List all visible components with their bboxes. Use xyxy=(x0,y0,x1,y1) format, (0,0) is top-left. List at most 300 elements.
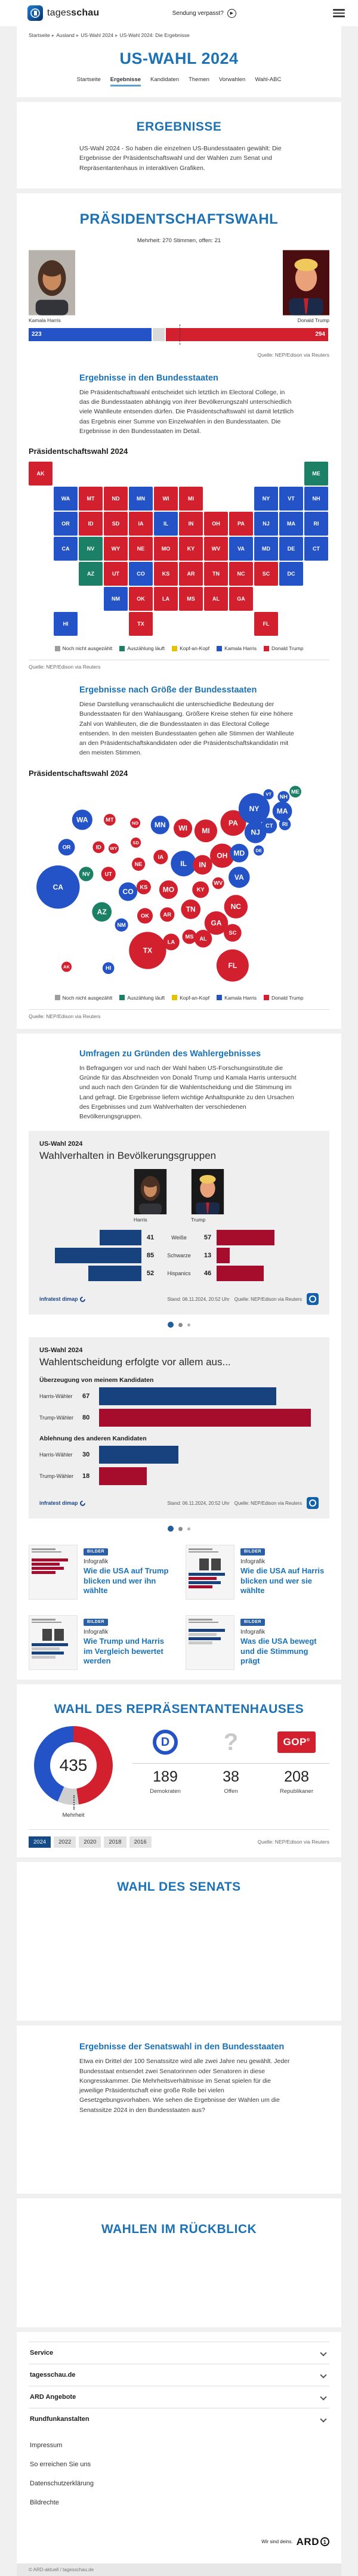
svg-text:VA: VA xyxy=(234,873,244,882)
state-tile-IN[interactable]: IN xyxy=(179,512,203,536)
footer-link[interactable]: Impressum xyxy=(30,2441,63,2449)
state-bubble-TX[interactable] xyxy=(129,932,166,969)
electoral-segment-trump: 294 xyxy=(166,328,328,341)
demographics-row-hispanics: 52 Hispanics 46 xyxy=(39,1266,319,1281)
teaser-link[interactable] xyxy=(186,1545,329,1600)
teaser-grid xyxy=(29,1545,329,1670)
state-bubble-NM[interactable] xyxy=(115,919,128,932)
svg-text:PA: PA xyxy=(229,818,238,827)
svg-text:CA: CA xyxy=(53,883,64,892)
svg-text:NV: NV xyxy=(82,871,90,877)
footer xyxy=(17,2332,341,2563)
state-bubble-HI[interactable] xyxy=(103,962,115,974)
svg-text:RI: RI xyxy=(282,821,288,827)
size-heading: Ergebnisse nach Größe der Bundesstaaten xyxy=(79,685,257,695)
state-bubble-WA[interactable] xyxy=(72,809,92,830)
state-bubble-CA[interactable] xyxy=(36,865,79,908)
state-tile-AR[interactable]: AR xyxy=(179,562,203,586)
chart-stand: Stand: 06.11.2024, 20:52 Uhr xyxy=(167,1500,230,1506)
svg-text:WI: WI xyxy=(178,824,187,833)
state-tile-AZ[interactable]: AZ xyxy=(79,562,103,586)
carousel-dot-3[interactable] xyxy=(187,1527,190,1530)
ergebnisse-intro: US-Wahl 2024 - So haben die einzelnen US-Bundesstaaten gewählt: Die Ergebnisse der Präsidentschaftswahl und der Wahlen zum Senat und Repräsentantenhaus in interaktiven Grafiken. xyxy=(79,145,282,172)
footer-link[interactable]: Bildrechte xyxy=(30,2498,59,2506)
party-label: Demokraten xyxy=(150,1788,181,1795)
tagesschau-logo-icon xyxy=(27,5,43,21)
teaser-link[interactable] xyxy=(186,1615,329,1670)
svg-text:KS: KS xyxy=(140,884,148,890)
teaser-title: Wie die USA auf Harris blicken und wer sie wählte xyxy=(240,1566,325,1595)
states-text: Die Präsidentschaftswahl entscheidet sich letztlich im Electoral College, in das die Bundesstaaten abhängig von ihrer Bevölkerungszahl unterschiedlich viele Wahlleute entsenden dürfen. Die Präsidentschaftswahl ist damit letztlich das Ergebnis einer Summe von Einzelwahlen in den Bundesstaaten. Die Ergebnisse in den Bundesstaaten im Detail. xyxy=(79,388,294,435)
state-tile-WA[interactable]: WA xyxy=(54,487,78,511)
state-tile-PA[interactable]: PA xyxy=(229,512,253,536)
state-bubble-AZ[interactable] xyxy=(92,902,112,921)
svg-text:AK: AK xyxy=(63,964,70,970)
svg-text:VT: VT xyxy=(266,791,272,797)
state-bubble-UT[interactable] xyxy=(101,867,116,881)
state-bubble-SD[interactable] xyxy=(131,837,141,848)
state-tile-KY[interactable]: KY xyxy=(179,537,203,561)
decision-bars xyxy=(39,1377,319,1485)
carousel-dot-3[interactable] xyxy=(187,1323,190,1326)
majority-note: Mehrheit: 270 Stimmen, offen: 21 xyxy=(137,237,221,244)
electoral-bar xyxy=(29,328,329,346)
chart-kicker: US-Wahl 2024 xyxy=(39,1140,83,1148)
footer-link[interactable]: Datenschutzerklärung xyxy=(30,2479,94,2487)
state-bubble-NC[interactable] xyxy=(224,895,248,918)
chart-footer xyxy=(39,1289,319,1309)
senate-results-heading: Ergebnisse der Senatswahl in den Bundesstaaten xyxy=(79,2042,285,2052)
breadcrumb-link[interactable]: US-Wahl 2024 xyxy=(81,32,114,38)
party-label: Republikaner xyxy=(280,1788,313,1795)
senate-results-card xyxy=(17,2025,341,2194)
footer-accordion-tagesschaude[interactable]: tagesschau.de xyxy=(29,2364,329,2386)
states-heading: Ergebnisse in den Bundesstaaten xyxy=(79,373,218,383)
house-party-columns xyxy=(132,1726,329,1795)
state-result-map xyxy=(29,462,329,637)
state-tile-NH[interactable]: NH xyxy=(304,487,328,511)
tagesschau-logo[interactable] xyxy=(27,5,99,21)
gop-logo-icon: GOP® xyxy=(277,1731,316,1753)
teaser-thumbnail xyxy=(29,1545,78,1600)
state-tile-SD[interactable]: SD xyxy=(104,512,128,536)
chart-title: Wahlverhalten in Bevölkerungsgruppen xyxy=(39,1150,217,1162)
ard-one-icon: 1 xyxy=(320,2537,329,2546)
map-source: Quelle: NEP/Edison via Reuters xyxy=(29,664,101,670)
state-tile-RI[interactable]: RI xyxy=(304,512,328,536)
state-bubble-IA[interactable] xyxy=(153,850,168,864)
state-tile-SC[interactable]: SC xyxy=(254,562,278,586)
house-chart xyxy=(29,1726,329,1819)
ard-logo-icon xyxy=(307,1497,319,1509)
state-bubble-MS[interactable] xyxy=(182,929,196,944)
decision-row: Harris-Wähler 67 xyxy=(39,1387,319,1405)
chevron-down-icon xyxy=(320,2416,326,2422)
hub-card xyxy=(17,26,341,97)
state-bubble-WV[interactable] xyxy=(212,877,224,889)
state-bubble-WI[interactable] xyxy=(174,819,192,837)
state-tile-NC[interactable]: NC xyxy=(229,562,253,586)
svg-text:IN: IN xyxy=(199,860,206,869)
state-tile-LA[interactable]: LA xyxy=(154,587,178,611)
svg-text:IL: IL xyxy=(180,859,187,868)
seat-count: 38 xyxy=(198,1763,264,1786)
svg-text:CO: CO xyxy=(122,887,134,896)
tab-wahl-abc[interactable]: Wahl-ABC xyxy=(255,76,282,83)
play-icon[interactable]: ▶ xyxy=(227,9,236,18)
ard-tagline: Wir sind deins. xyxy=(261,2539,293,2545)
house-title: WAHL DES REPRÄSENTANTENHAUSES xyxy=(54,1702,304,1717)
state-bubble-MI[interactable] xyxy=(195,820,217,842)
decision-chart-card xyxy=(29,1337,329,1519)
footer-accordion-rundfunkanstalten[interactable]: Rundfunkanstalten xyxy=(29,2408,329,2430)
svg-text:NY: NY xyxy=(249,804,260,813)
state-tile-WV[interactable]: WV xyxy=(204,537,228,561)
svg-text:NC: NC xyxy=(230,902,242,911)
svg-text:WY: WY xyxy=(110,845,118,851)
svg-text:LA: LA xyxy=(167,939,175,945)
teaser-title: Wie Trump und Harris im Vergleich bewertet werden xyxy=(84,1637,164,1665)
state-tile-WY[interactable]: WY xyxy=(104,537,128,561)
state-tile-GA[interactable]: GA xyxy=(229,587,253,611)
state-bubble-SC[interactable] xyxy=(224,924,242,942)
senate-map-placeholder xyxy=(29,2115,329,2184)
bubble-map-label: Präsidentschaftswahl 2024 xyxy=(29,768,128,778)
state-bubble-CT[interactable] xyxy=(261,818,277,833)
state-tile-MI[interactable]: MI xyxy=(179,487,203,511)
state-tile-CT[interactable]: CT xyxy=(304,537,328,561)
polls-card xyxy=(17,1034,341,1680)
sendung-verpasst-label: Sendung verpasst? xyxy=(172,10,224,17)
footer-link[interactable]: So erreichen Sie uns xyxy=(30,2460,91,2468)
svg-text:MA: MA xyxy=(276,806,288,815)
state-bubble-AK[interactable] xyxy=(61,961,72,972)
tab-themen[interactable]: Themen xyxy=(189,76,209,83)
svg-text:MN: MN xyxy=(154,820,166,829)
chart-source: Quelle: NEP/Edison via Reuters xyxy=(234,1500,302,1506)
state-tile-FL[interactable]: FL xyxy=(254,612,278,636)
chart-title: Wahlentscheidung erfolgte vor allem aus... xyxy=(39,1356,231,1368)
svg-text:WV: WV xyxy=(214,880,223,886)
tab-ergebnisse[interactable]: Ergebnisse xyxy=(110,76,141,86)
sendung-verpasst-link[interactable] xyxy=(172,9,236,18)
svg-text:ND: ND xyxy=(132,820,139,826)
state-tile-WI[interactable]: WI xyxy=(154,487,178,511)
state-tile-IL[interactable]: IL xyxy=(154,512,178,536)
tab-vorwahlen[interactable]: Vorwahlen xyxy=(218,76,246,83)
year-button-2016[interactable]: 2016 xyxy=(129,1836,152,1848)
legend-item: Auszählung läuft xyxy=(119,645,165,651)
tagesschau-logo-text: tagesschau xyxy=(47,8,100,18)
state-tile-HI[interactable]: HI xyxy=(54,612,78,636)
candidate-trump xyxy=(283,250,329,323)
decision-group-label: Überzeugung von meinem Kandidaten xyxy=(39,1377,154,1384)
state-tile-ND[interactable]: ND xyxy=(104,487,128,511)
house-donut xyxy=(29,1726,118,1819)
hub-tabs xyxy=(29,76,329,88)
state-tile-OR[interactable]: OR xyxy=(54,512,78,536)
state-bubble-OR[interactable] xyxy=(58,839,75,855)
state-tile-MD[interactable]: MD xyxy=(254,537,278,561)
breadcrumb-link[interactable]: Ausland xyxy=(56,32,75,38)
retro-card xyxy=(17,2198,341,2327)
breadcrumb: Startseite ▸ Ausland ▸ US-Wahl 2024 ▸ US-Wahl 2024: Die Ergebnisse xyxy=(29,32,190,38)
trump-name: Donald Trump xyxy=(297,317,329,323)
senate-title: WAHL DES SENATS xyxy=(117,1880,241,1894)
state-tile-DE[interactable]: DE xyxy=(279,537,303,561)
state-tile-DC[interactable]: DC xyxy=(279,562,303,586)
teaser-title: Wie die USA auf Trump blicken und wer ihn wählte xyxy=(84,1566,169,1595)
harris-photo-small xyxy=(134,1169,167,1214)
bubble-map xyxy=(29,784,329,987)
state-bubble-LA[interactable] xyxy=(163,933,180,950)
trump-photo xyxy=(283,250,329,316)
state-tile-MS[interactable]: MS xyxy=(179,587,203,611)
svg-text:AL: AL xyxy=(199,935,207,942)
legend-item: Kamala Harris xyxy=(217,995,257,1001)
svg-text:TN: TN xyxy=(186,905,196,914)
house-footer xyxy=(29,1829,329,1848)
decision-row: Harris-Wähler 30 xyxy=(39,1446,319,1464)
tab-startseite[interactable]: Startseite xyxy=(76,76,101,83)
state-bubble-ND[interactable] xyxy=(130,818,140,828)
svg-text:MT: MT xyxy=(106,817,114,823)
state-bubble-MA[interactable] xyxy=(273,802,292,821)
copyright: © ARD-aktuell / tagesschau.de xyxy=(17,2563,341,2576)
senate-chart-placeholder xyxy=(29,1904,329,2011)
state-tile-KS[interactable]: KS xyxy=(154,562,178,586)
harris-label: Harris xyxy=(134,1217,147,1223)
ard-brand xyxy=(29,2536,329,2548)
svg-text:NH: NH xyxy=(279,793,288,800)
house-column-open xyxy=(198,1726,264,1795)
state-bubble-IN[interactable] xyxy=(193,855,212,874)
svg-text:ME: ME xyxy=(291,788,300,795)
chart-stand: Stand: 06.11.2024, 20:52 Uhr xyxy=(167,1296,230,1302)
state-tile-MA[interactable]: MA xyxy=(279,512,303,536)
state-bubble-IL[interactable] xyxy=(171,851,196,876)
trump-photo-small xyxy=(191,1169,224,1214)
state-bubble-KS[interactable] xyxy=(137,880,151,894)
state-bubble-NH[interactable] xyxy=(277,791,289,803)
state-bubble-NE[interactable] xyxy=(132,858,145,871)
chevron-down-icon xyxy=(320,2371,326,2378)
map-legend xyxy=(29,645,329,651)
carousel-dot-2[interactable] xyxy=(178,1323,183,1327)
state-tile-NM[interactable]: NM xyxy=(104,587,128,611)
democrats-logo-icon: D xyxy=(153,1730,178,1755)
breadcrumb-link[interactable]: US-Wahl 2024: Die Ergebnisse xyxy=(119,32,190,38)
svg-text:MI: MI xyxy=(202,826,210,835)
state-bubble-NV[interactable] xyxy=(79,867,93,881)
bilder-badge: BILDER xyxy=(84,1619,108,1626)
svg-text:TX: TX xyxy=(143,946,153,955)
state-tile-VT[interactable]: VT xyxy=(279,487,303,511)
legend-item: Kopf-an-Kopf xyxy=(172,645,209,651)
decision-row: Trump-Wähler 18 xyxy=(39,1467,319,1485)
menu-icon[interactable] xyxy=(333,9,345,17)
state-bubble-MN[interactable] xyxy=(151,815,169,834)
state-bubble-VA[interactable] xyxy=(229,867,250,888)
state-bubble-VT[interactable] xyxy=(264,789,274,799)
state-tile-CO[interactable]: CO xyxy=(129,562,153,586)
tab-kandidaten[interactable]: Kandidaten xyxy=(150,76,180,83)
polls-heading: Umfragen zu Gründen des Wahlergebnisses xyxy=(79,1049,261,1059)
carousel-dots xyxy=(29,1526,329,1532)
state-tile-MT[interactable]: MT xyxy=(79,487,103,511)
state-tile-VA[interactable]: VA xyxy=(229,537,253,561)
breadcrumb-link[interactable]: Startseite xyxy=(29,32,50,38)
seat-count: 208 xyxy=(264,1763,329,1786)
teaser-kicker: Infografik xyxy=(84,1629,109,1636)
state-bubble-FL[interactable] xyxy=(217,949,249,981)
svg-text:AZ: AZ xyxy=(97,907,107,916)
infratest-dimap-logo: infratest dimap xyxy=(39,1500,85,1506)
svg-text:KY: KY xyxy=(196,886,205,893)
legend-item: Auszählung läuft xyxy=(119,995,165,1001)
svg-text:MS: MS xyxy=(185,933,194,940)
demographics-chart-card xyxy=(29,1131,329,1315)
page-title: US-WAHL 2024 xyxy=(119,50,239,67)
house-source: Quelle: NEP/Edison via Reuters xyxy=(257,1839,329,1845)
state-tile-IA[interactable]: IA xyxy=(129,512,153,536)
state-tile-ME[interactable]: ME xyxy=(304,462,328,485)
retro-title: WAHLEN IM RÜCKBLICK xyxy=(101,2222,257,2236)
state-tile-NJ[interactable]: NJ xyxy=(254,512,278,536)
teaser-thumbnail xyxy=(29,1615,78,1670)
legend-item: Kamala Harris xyxy=(217,645,257,651)
size-text: Diese Darstellung veranschaulicht die unterschiedliche Bedeutung der Bundesstaaten für den Wahlausgang. Größere Kreise stehen für eine höhere Zahl von Wahlleuten, die die Bundesstaaten in das Electoral College entsenden. In den meisten Bundesstaaten gehen alle Stimmen der Wahlleute an den Präsidentschaftskandidaten oder die Präsidentschaftskandidatin mit den meisten Stimmen. xyxy=(79,701,294,757)
decision-group-label: Ablehnung des anderen Kandidaten xyxy=(39,1435,147,1443)
chevron-down-icon xyxy=(320,2349,326,2356)
state-bubble-KY[interactable] xyxy=(192,881,209,898)
state-bubble-DE[interactable] xyxy=(254,845,264,855)
state-tile-UT[interactable]: UT xyxy=(104,562,128,586)
footer-accordion-ardangebote[interactable]: ARD Angebote xyxy=(29,2386,329,2408)
legend-item: Donald Trump xyxy=(264,995,303,1001)
demographics-row-schwarze: 85 Schwarze 13 xyxy=(39,1248,319,1263)
ard-logo-icon xyxy=(307,1293,319,1305)
carousel-dot-1[interactable] xyxy=(168,1526,174,1532)
svg-text:HI: HI xyxy=(106,964,112,971)
legend-item: Noch nicht ausgezählt xyxy=(55,995,113,1001)
teaser-link[interactable] xyxy=(29,1615,172,1670)
svg-text:DE: DE xyxy=(255,848,262,853)
majority-marker xyxy=(73,1795,75,1810)
open-seats-icon: ? xyxy=(223,1728,239,1755)
footer-accordion-service[interactable]: Service xyxy=(29,2342,329,2364)
carousel-dot-2[interactable] xyxy=(178,1527,183,1531)
svg-text:OH: OH xyxy=(217,851,228,860)
state-tile-TX[interactable]: TX xyxy=(129,612,153,636)
svg-text:NM: NM xyxy=(117,921,126,928)
carousel-dot-1[interactable] xyxy=(168,1322,174,1328)
state-tile-NY[interactable]: NY xyxy=(254,487,278,511)
seat-count: 189 xyxy=(132,1763,198,1786)
party-label: Offen xyxy=(224,1788,238,1795)
state-tile-AL[interactable]: AL xyxy=(204,587,228,611)
demographics-bars xyxy=(39,1230,319,1281)
candidate-row xyxy=(29,250,329,323)
divider xyxy=(29,1009,329,1010)
state-bubble-WY[interactable] xyxy=(109,843,119,853)
map-label: Präsidentschaftswahl 2024 xyxy=(29,447,128,456)
footer-accordion xyxy=(29,2342,329,2430)
legend-item: Donald Trump xyxy=(264,645,303,651)
legend-item: Kopf-an-Kopf xyxy=(172,995,209,1001)
state-tile-CA[interactable]: CA xyxy=(54,537,78,561)
chart-candidate-photos xyxy=(39,1169,319,1223)
state-tile-MO[interactable]: MO xyxy=(154,537,178,561)
senate-card xyxy=(17,1862,341,2021)
state-bubble-TN[interactable] xyxy=(181,899,200,919)
svg-text:WA: WA xyxy=(76,815,88,824)
electoral-segment-open xyxy=(153,328,164,341)
svg-text:SD: SD xyxy=(132,840,140,846)
state-tile-ID[interactable]: ID xyxy=(79,512,103,536)
president-title: PRÄSIDENTSCHAFTSWAHL xyxy=(79,211,279,227)
chart-source: Quelle: NEP/Edison via Reuters xyxy=(234,1296,302,1302)
retro-placeholder xyxy=(29,2246,329,2318)
polls-text: In Befragungen vor und nach der Wahl haben US-Forschungsinstitute die Gründe für das Abschneiden von Donald Trump und Kamala Harris untersucht und auch nach den Gründen für die Wahlentscheidung und die Stimmung im Land gefragt. Die Ergebnisse liefern wichtige Anhaltspunkte zu den Ursachen des Ergebnisses und zum Wahlverhalten der verschiedenen Bevölkerungsgruppen. xyxy=(79,1064,297,1121)
state-bubble-AR[interactable] xyxy=(160,907,174,921)
state-bubble-MD[interactable] xyxy=(230,843,248,862)
president-card xyxy=(17,193,341,1029)
decision-row: Trump-Wähler 80 xyxy=(39,1409,319,1427)
state-bubble-MT[interactable] xyxy=(104,814,116,825)
state-tile-MN[interactable]: MN xyxy=(129,487,153,511)
svg-text:OR: OR xyxy=(62,844,71,851)
teaser-thumbnail xyxy=(186,1615,234,1670)
teaser-kicker: Infografik xyxy=(240,1558,266,1566)
footer-links xyxy=(29,2436,329,2512)
candidate-harris xyxy=(29,250,75,323)
state-tile-AK[interactable]: AK xyxy=(29,462,53,485)
state-bubble-ME[interactable] xyxy=(289,786,301,797)
bubble-map-legend xyxy=(29,995,329,1001)
house-total-seats: 435 xyxy=(50,1742,97,1789)
year-button-2024[interactable]: 2024 xyxy=(29,1836,51,1848)
svg-text:MO: MO xyxy=(162,885,175,894)
teaser-title: Was die USA bewegt und die Stimmung prägt xyxy=(240,1637,317,1665)
year-button-2020[interactable]: 2020 xyxy=(79,1836,101,1848)
chevron-down-icon xyxy=(320,2393,326,2400)
state-tile-OH[interactable]: OH xyxy=(204,512,228,536)
svg-text:FL: FL xyxy=(228,961,237,970)
legend-item: Noch nicht ausgezählt xyxy=(55,645,113,651)
teaser-link[interactable] xyxy=(29,1545,172,1600)
state-bubble-OK[interactable] xyxy=(137,908,153,923)
state-bubble-MO[interactable] xyxy=(159,880,178,899)
state-tile-OK[interactable]: OK xyxy=(129,587,153,611)
state-bubble-CO[interactable] xyxy=(119,882,137,901)
state-tile-NE[interactable]: NE xyxy=(129,537,153,561)
state-tile-NV[interactable]: NV xyxy=(79,537,103,561)
top-bar xyxy=(0,0,358,26)
electoral-segment-harris: 223 xyxy=(29,328,152,341)
year-button-2022[interactable]: 2022 xyxy=(54,1836,76,1848)
state-tile-TN[interactable]: TN xyxy=(204,562,228,586)
year-button-2018[interactable]: 2018 xyxy=(104,1836,126,1848)
state-bubble-ID[interactable] xyxy=(92,841,104,853)
svg-text:IA: IA xyxy=(158,853,163,860)
teaser-thumbnail xyxy=(186,1545,234,1600)
demographics-row-weiße: 41 Weiße 57 xyxy=(39,1230,319,1245)
svg-text:GA: GA xyxy=(211,919,222,927)
svg-text:NE: NE xyxy=(134,861,143,867)
house-column-rep xyxy=(264,1726,329,1795)
ard-logo: ARD 1 xyxy=(297,2536,329,2548)
